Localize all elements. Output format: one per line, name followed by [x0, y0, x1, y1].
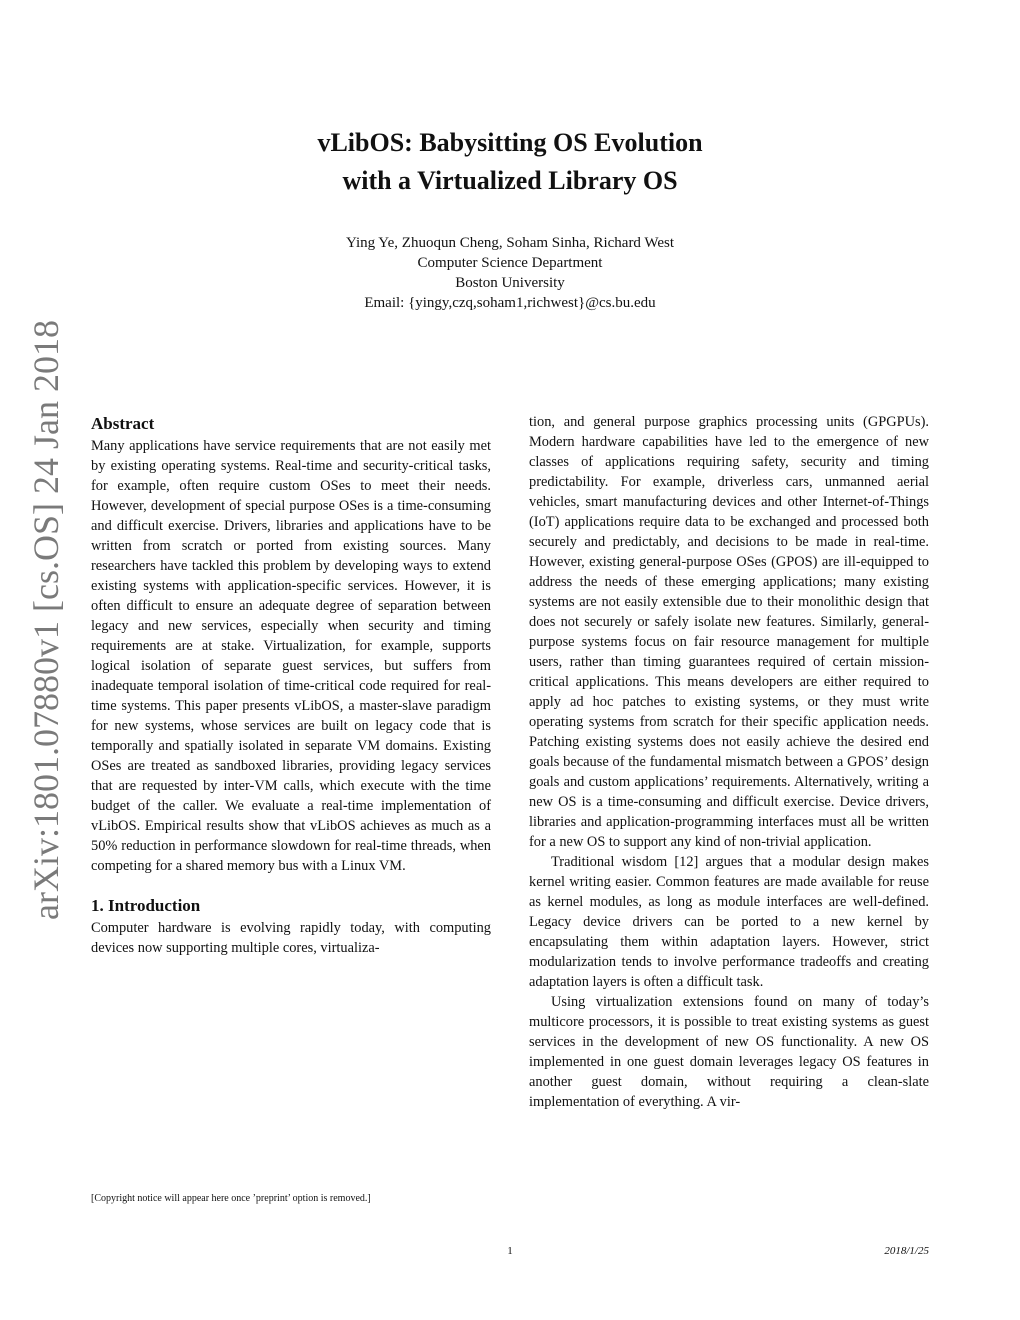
abstract-text: Many applications have service requirements that are not easily met by existing operating systems. Real-time and security-critical tasks, for example, often require custom OSes to meet their needs. However, development of special purpose OSes is a time-consuming and difficult exercise. Drivers, libraries and applications have to be written from scratch or ported from existing sources. Many researchers have tackled this problem by developing ways to extend existing systems with application-specific services. However, it is often difficult to ensure an adequate degree of separation between legacy and new services, especially when security and timing requirements are at stake. Virtualization, for example, supports logical isolation of separate guest services, but suffers from inadequate temporal isolation of time-critical code required for real-time systems. This paper presents vLibOS, a master-slave paradigm for new systems, whose services are built on legacy code that is temporally and spatially isolated in separate VM domains. Existing OSes are treated as sandboxed libraries, providing legacy services that are requested by inter-VM calls, which execute with the time budget of the caller. We evaluate a real-time implementation of vLibOS. Empirical results show that vLibOS achieves as much as a 50% reduction in performance slowdown for real-time threads, when competing for a shared memory bus with a Linux VM. — [91, 438, 491, 874]
page-number: 1 — [507, 1245, 513, 1257]
title-line-2: with a Virtualized Library OS — [342, 166, 678, 195]
right-column — [529, 412, 929, 1112]
intro-paragraph-1-continued: tion, and general purpose graphics processing units (GPGPUs). Modern hardware capabilities have led to the emergence of new classes of applications requiring safety, security and timing predictability. For example, driverless cars, unmanned aerial vehicles, smart manufacturing devices and other Internet-of-Things (IoT) applications require data to be exchanged and processed both securely and predictably, and decisions to be made in real-time. However, existing general-purpose OSes (GPOS) are ill-equipped to address the needs of these emerging applications; many existing systems are not easily extensible due to their monolithic design that does not securely or safely isolate new features. Similarly, general-purpose systems focus on fair resource management for multiple users, rather than timing guarantees required of certain mission-critical applications. This means developers are either required to apply ad hoc patches to existing systems, or they must write operating systems from scratch for their specific application needs. Patching existing systems does not easily achieve the desired end goals because of the fundamental mismatch between a GPOS’ design goals and custom applications’ requirements. Alternatively, writing a new OS is a time-consuming and difficult exercise. Device drivers, libraries and application-programming interfaces must all be written for a new OS to support any kind of non-trivial application. — [529, 414, 929, 850]
author-block — [0, 233, 1020, 313]
author-university: Boston University — [455, 275, 565, 291]
title-line-1: vLibOS: Babysitting OS Evolution — [317, 128, 703, 157]
paper-title — [0, 124, 1020, 200]
author-names: Ying Ye, Zhuoqun Cheng, Soham Sinha, Richard West — [345, 235, 675, 251]
footer-date: 2018/1/25 — [884, 1245, 929, 1257]
intro-paragraph-3: Using virtualization extensions found on many of today’s multicore processors, it is possible to treat existing systems as guest services in the development of new OS functionality. A new OS implemented in one guest domain leverages legacy OS features in another guest domain, without requiring a clean-slate implementation of everything. A vir- — [529, 994, 929, 1110]
abstract-heading: Abstract — [91, 414, 155, 433]
arxiv-stamp-text[interactable]: arXiv:1801.07880v1 [cs.OS] 24 Jan 2018 — [26, 320, 66, 920]
intro-paragraph-1-start: Computer hardware is evolving rapidly today, with computing devices now supporting multiple cores, virtualiza- — [91, 920, 491, 956]
left-column — [91, 412, 491, 958]
author-department: Computer Science Department — [417, 255, 603, 271]
copyright-notice: [Copyright notice will appear here once ’preprint’ option is removed.] — [91, 1193, 371, 1204]
author-email[interactable]: Email: {yingy,czq,soham1,richwest}@cs.bu.edu — [364, 295, 656, 311]
intro-paragraph-2: Traditional wisdom [12] argues that a modular design makes kernel writing easier. Common features are made available for reuse as kernel modules, as long as module interfaces are well-defined. Legacy device drivers can be ported to a new kernel by encapsulating them within adaptation layers. However, strict modularization tends to involve performance tradeoffs and creating adaptation layers is often a difficult task. — [529, 854, 929, 990]
introduction-heading: 1. Introduction — [91, 896, 201, 915]
